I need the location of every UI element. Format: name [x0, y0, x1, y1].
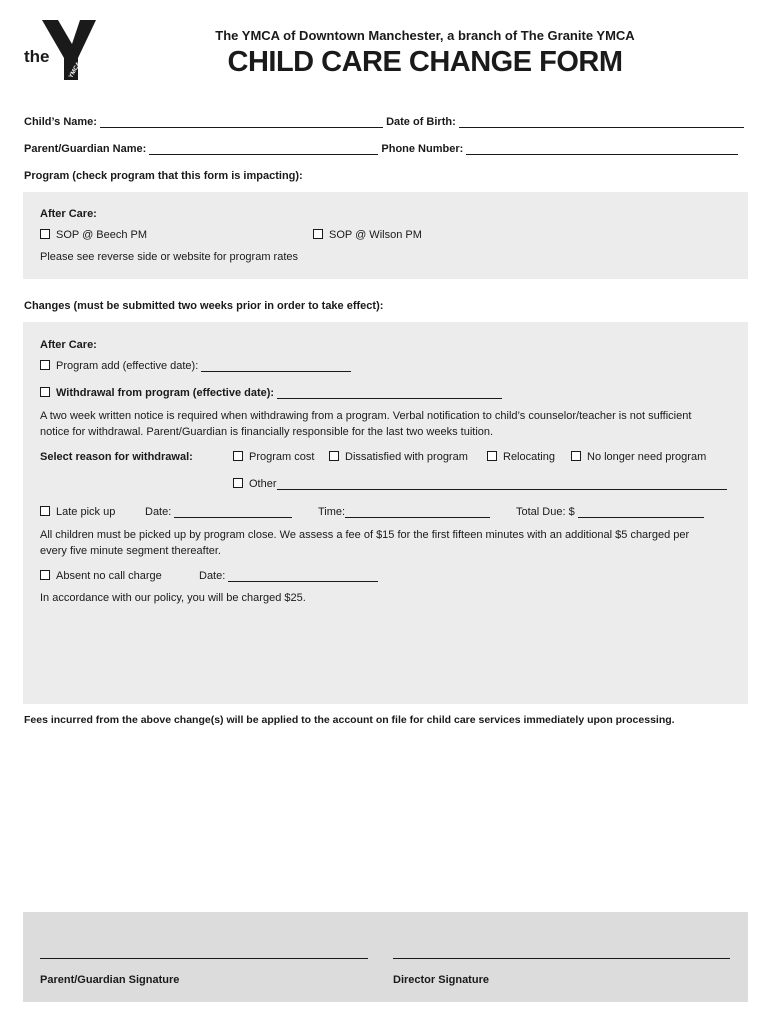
late-pickup-note-line-2: every five minute segment thereafter.	[40, 545, 221, 557]
reason-program-cost-label: Program cost	[249, 451, 315, 463]
parent-name-label: Parent/Guardian Name:	[24, 143, 147, 155]
program-option-wilson-label: SOP @ Wilson PM	[329, 229, 422, 241]
withdrawal-label: Withdrawal from program (effective date):	[56, 387, 275, 399]
reason-dissatisfied-label: Dissatisfied with program	[345, 451, 468, 463]
late-pickup-checkbox[interactable]	[40, 506, 50, 516]
parent-name-row	[24, 143, 738, 155]
program-add-label: Program add (effective date):	[56, 360, 199, 372]
org-line: The YMCA of Downtown Manchester, a branch of The Granite YMCA	[215, 28, 635, 43]
program-note: Please see reverse side or website for program rates	[40, 251, 299, 263]
checkbox[interactable]	[329, 451, 339, 461]
program-add-checkbox[interactable]	[40, 360, 50, 370]
reason-no-longer-need-label: No longer need program	[587, 451, 707, 463]
dob-label: Date of Birth:	[386, 116, 456, 128]
child-name-row	[24, 116, 744, 128]
child-name-label: Child’s Name:	[24, 116, 97, 128]
reason-other-field[interactable]	[277, 489, 727, 490]
program-add-date-field[interactable]	[201, 371, 351, 372]
phone-field[interactable]	[466, 154, 738, 155]
child-name-field[interactable]	[100, 127, 383, 128]
checkbox[interactable]	[571, 451, 581, 461]
program-add-row	[40, 360, 351, 372]
late-date-label: Date:	[145, 506, 172, 518]
late-time-label: Time:	[318, 506, 346, 518]
changes-aftercare-label: After Care:	[40, 339, 97, 351]
changes-heading: Changes (must be submitted two weeks prior in order to take effect):	[24, 300, 384, 312]
checkbox[interactable]	[40, 229, 50, 239]
late-pickup-label: Late pick up	[56, 506, 116, 518]
total-due-row	[516, 506, 704, 518]
withdrawal-checkbox[interactable]	[40, 387, 50, 397]
withdrawal-notice-line-1: A two week written notice is required when withdrawing from a program. Verbal notification to child’s counselor/teacher is not sufficient	[40, 410, 692, 422]
program-option-beech-label: SOP @ Beech PM	[56, 229, 148, 241]
reason-other-label: Other	[249, 478, 277, 490]
withdrawal-date-field[interactable]	[277, 398, 502, 399]
reason-program-cost[interactable]	[233, 451, 314, 463]
withdrawal-notice	[40, 408, 740, 440]
program-option-wilson[interactable]	[313, 229, 422, 241]
late-date-row	[145, 506, 292, 518]
parent-name-field[interactable]	[149, 154, 378, 155]
reason-relocating[interactable]	[487, 451, 555, 463]
absent-date-row	[199, 570, 378, 582]
total-due-field[interactable]	[578, 517, 704, 518]
director-signature-label: Director Signature	[393, 974, 489, 986]
total-due-label: Total Due: $	[516, 506, 575, 518]
reason-no-longer-need[interactable]	[571, 451, 706, 463]
late-pickup-note-line-1: All children must be picked up by program close. We assess a fee of $15 for the first fifteen minutes with an additional $5 charged per	[40, 529, 690, 541]
withdrawal-row	[40, 387, 502, 399]
late-pickup[interactable]	[40, 506, 115, 518]
reason-relocating-label: Relocating	[503, 451, 555, 463]
late-pickup-note	[40, 527, 740, 559]
parent-signature-label: Parent/Guardian Signature	[40, 974, 180, 986]
reason-other-checkbox[interactable]	[233, 478, 243, 488]
director-signature-line[interactable]	[393, 958, 730, 959]
reason-label: Select reason for withdrawal:	[40, 451, 193, 463]
program-heading: Program (check program that this form is impacting):	[24, 170, 303, 182]
checkbox[interactable]	[487, 451, 497, 461]
late-time-row	[318, 506, 490, 518]
absent-checkbox[interactable]	[40, 570, 50, 580]
dob-field[interactable]	[459, 127, 744, 128]
absent-no-call[interactable]	[40, 570, 162, 582]
checkbox[interactable]	[233, 451, 243, 461]
reason-dissatisfied[interactable]	[329, 451, 468, 463]
program-option-beech[interactable]	[40, 229, 147, 241]
withdrawal-notice-line-2: notice for withdrawal. Parent/Guardian is financially responsible for the last two weeks tuition.	[40, 426, 494, 438]
logo-ymca-text: YMCA	[68, 61, 83, 80]
absent-date-field[interactable]	[228, 581, 378, 582]
reason-other	[233, 478, 727, 490]
logo-the-text: the	[24, 47, 50, 66]
absent-note: In accordance with our policy, you will be charged $25.	[40, 592, 306, 604]
absent-label: Absent no call charge	[56, 570, 162, 582]
checkbox[interactable]	[313, 229, 323, 239]
parent-signature-line[interactable]	[40, 958, 368, 959]
program-aftercare-label: After Care:	[40, 208, 97, 220]
form-title: CHILD CARE CHANGE FORM	[227, 46, 623, 78]
late-date-field[interactable]	[174, 517, 292, 518]
absent-date-label: Date:	[199, 570, 226, 582]
fees-note: Fees incurred from the above change(s) will be applied to the account on file for child care services immediately upon processing.	[24, 714, 675, 726]
late-time-field[interactable]	[345, 517, 490, 518]
phone-label: Phone Number:	[381, 143, 464, 155]
signature-panel	[23, 912, 748, 1002]
